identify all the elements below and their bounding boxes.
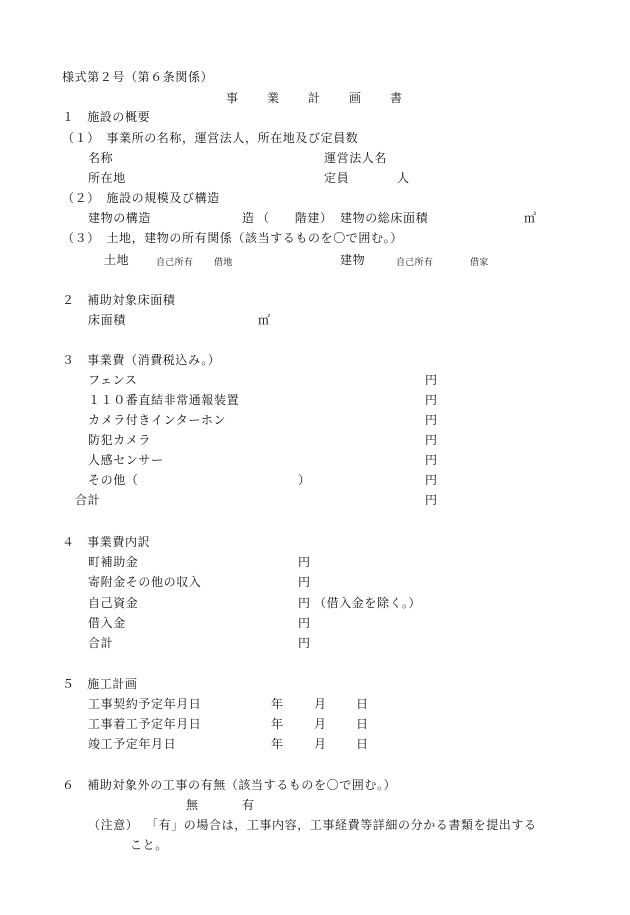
cost-item: 防犯カメラ: [88, 433, 152, 447]
cost-item: 人感センサー: [88, 453, 164, 467]
note-line-1: 「有」の場合は，工事内容，工事経費等詳細の分かる書類を提出する: [146, 818, 537, 832]
section-6-heading: ６ 補助対象外の工事の有無（該当するものを〇で囲む。）: [62, 778, 397, 792]
address-label: 所在地: [88, 171, 126, 185]
floor-area-label: 床面積: [88, 313, 126, 327]
building-lease-option: 借家: [470, 258, 489, 268]
cost-yen: 円: [425, 373, 438, 387]
land-label: 土地: [104, 253, 130, 267]
document-title: 事業計画書: [226, 91, 432, 105]
cost-item: １１０番直結非常通報装置: [88, 393, 240, 407]
breakdown-yen: 円: [298, 636, 311, 650]
cost-total-label: 合計: [75, 493, 101, 507]
floor-area-unit: ㎡: [258, 313, 271, 327]
schedule-year: 年: [271, 737, 284, 751]
breakdown-item: 借入金: [88, 616, 126, 630]
schedule-item: 竣工予定年月日: [88, 737, 177, 751]
capacity-label: 定員: [324, 171, 350, 185]
floors-field: （ 階建）: [257, 211, 333, 225]
section-1-1-heading: （１） 事業所の名称，運営法人，所在地及び定員数: [62, 131, 359, 145]
schedule-day: 日: [356, 717, 369, 731]
schedule-day: 日: [356, 737, 369, 751]
breakdown-item: 自己資金: [88, 596, 139, 610]
corporation-label: 運営法人名: [324, 151, 388, 165]
option-yes: 有: [242, 798, 255, 812]
section-5-heading: ５ 施工計画: [62, 677, 138, 691]
land-own-option: 自己所有: [156, 258, 194, 268]
schedule-month: 月: [314, 697, 327, 711]
option-none: 無: [186, 798, 199, 812]
schedule-year: 年: [271, 717, 284, 731]
building-own-option: 自己所有: [396, 258, 434, 268]
breakdown-note: （借入金を除く。）: [314, 596, 422, 610]
schedule-month: 月: [314, 737, 327, 751]
schedule-year: 年: [271, 697, 284, 711]
section-4-heading: ４ 事業費内訳: [62, 535, 151, 549]
cost-item-other: その他（: [88, 473, 139, 487]
breakdown-item: 寄附金その他の収入: [88, 575, 202, 589]
name-label: 名称: [88, 151, 114, 165]
breakdown-item: 合計: [88, 636, 114, 650]
breakdown-yen: 円: [298, 616, 311, 630]
land-lease-option: 借地: [214, 258, 233, 268]
cost-yen: 円: [425, 453, 438, 467]
cost-item: フェンス: [88, 373, 138, 387]
total-floor-area-unit: ㎡: [524, 211, 537, 225]
schedule-item: 工事着工予定年月日: [88, 717, 202, 731]
breakdown-yen: 円: [298, 596, 311, 610]
schedule-day: 日: [356, 697, 369, 711]
breakdown-yen: 円: [298, 575, 311, 589]
breakdown-item: 町補助金: [88, 555, 139, 569]
section-2-heading: ２ 補助対象床面積: [62, 293, 176, 307]
cost-other-close: ）: [298, 473, 311, 487]
structure-zo: 造: [242, 211, 255, 225]
structure-label: 建物の構造: [88, 211, 152, 225]
schedule-item: 工事契約予定年月日: [88, 697, 202, 711]
cost-yen: 円: [425, 493, 438, 507]
cost-item: カメラ付きインターホン: [88, 413, 227, 427]
note-line-2: こと。: [130, 838, 168, 852]
section-1-heading: １ 施設の概要: [62, 110, 151, 124]
cost-yen: 円: [425, 413, 438, 427]
building-label: 建物: [340, 253, 366, 267]
note-label: （注意）: [88, 818, 139, 832]
section-1-3-heading: （３） 土地，建物の所有関係（該当するものを〇で囲む。）: [62, 231, 403, 245]
cost-yen: 円: [425, 433, 438, 447]
form-number: 様式第２号（第６条関係）: [62, 70, 214, 84]
section-3-heading: ３ 事業費（消費税込み。）: [62, 353, 221, 367]
section-1-2-heading: （２） 施設の規模及び構造: [62, 191, 220, 205]
breakdown-yen: 円: [298, 555, 311, 569]
schedule-month: 月: [314, 717, 327, 731]
capacity-unit: 人: [397, 171, 410, 185]
total-floor-area-label: 建物の総床面積: [340, 211, 429, 225]
cost-yen: 円: [425, 393, 438, 407]
cost-yen: 円: [425, 473, 438, 487]
